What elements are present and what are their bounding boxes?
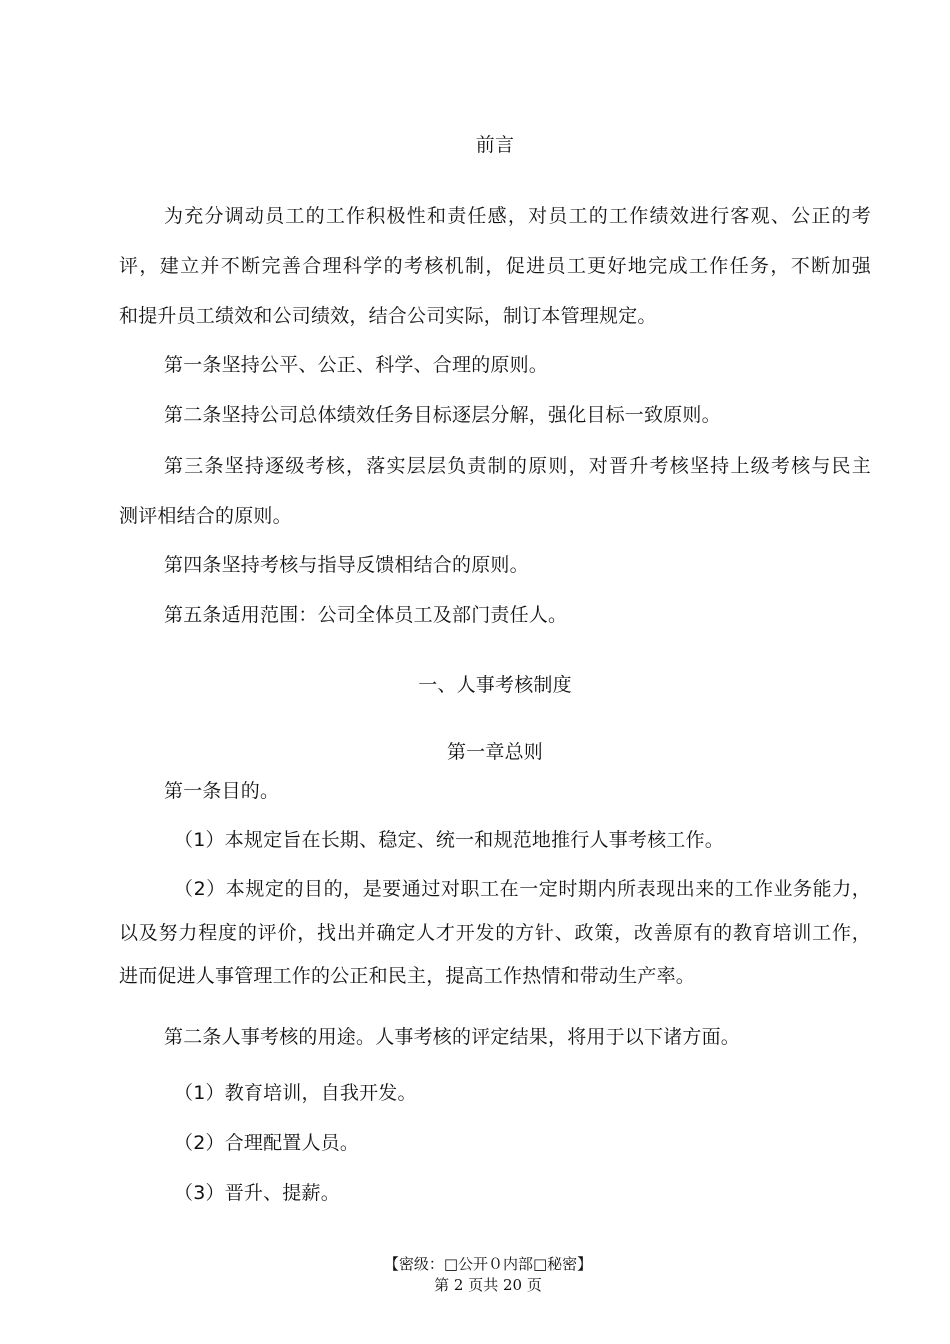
- footer-page-number: 第 2 页共 20 页: [434, 1276, 542, 1294]
- preface-article-5: 第五条适用范围：公司全体员工及部门责任人。: [164, 604, 568, 626]
- article-2-item-2: （2）合理配置人员。: [174, 1132, 360, 1154]
- preface-article-3-line-2: 测评相结合的原则。: [119, 505, 292, 527]
- preface-article-2: 第二条坚持公司总体绩效任务目标逐层分解，强化目标一致原则。: [164, 404, 721, 426]
- article-2-item-1: （1）教育培训，自我开发。: [174, 1082, 417, 1104]
- section-title: 一、人事考核制度: [418, 674, 572, 696]
- chapter-title: 第一章总则: [446, 741, 543, 763]
- preface-article-1: 第一条坚持公平、公正、科学、合理的原则。: [164, 354, 549, 376]
- article-2-item-3: （3）晋升、提薪。: [174, 1182, 340, 1204]
- footer-classification: 【密级：□公开０内部□秘密】: [383, 1255, 593, 1273]
- article-1-item-2-line-2: 以及努力程度的评价，找出并确定人才开发的方针、政策，改善原有的教育培训工作，: [119, 922, 871, 944]
- article-1-item-2-line-1: （2）本规定的目的，是要通过对职工在一定时期内所表现出来的工作业务能力，: [174, 878, 871, 900]
- intro-line-2: 评，建立并不断完善合理科学的考核机制，促进员工更好地完成工作任务，不断加强: [119, 255, 871, 277]
- article-1-item-1: （1）本规定旨在长期、稳定、统一和规范地推行人事考核工作。: [174, 829, 724, 851]
- preface-article-4: 第四条坚持考核与指导反馈相结合的原则。: [164, 554, 529, 576]
- intro-line-3: 和提升员工绩效和公司绩效，结合公司实际，制订本管理规定。: [119, 305, 657, 327]
- preface-title: 前言: [475, 134, 515, 156]
- article-2-heading: 第二条人事考核的用途。人事考核的评定结果，将用于以下诸方面。: [164, 1026, 741, 1048]
- article-1-item-2-line-3: 进而促进人事管理工作的公正和民主，提高工作热情和带动生产率。: [119, 965, 696, 987]
- article-1-heading: 第一条目的。: [164, 780, 280, 802]
- intro-line-1: 为充分调动员工的工作积极性和责任感，对员工的工作绩效进行客观、公正的考: [164, 205, 871, 227]
- preface-article-3-line-1: 第三条坚持逐级考核，落实层层负责制的原则，对晋升考核坚持上级考核与民主: [164, 455, 871, 477]
